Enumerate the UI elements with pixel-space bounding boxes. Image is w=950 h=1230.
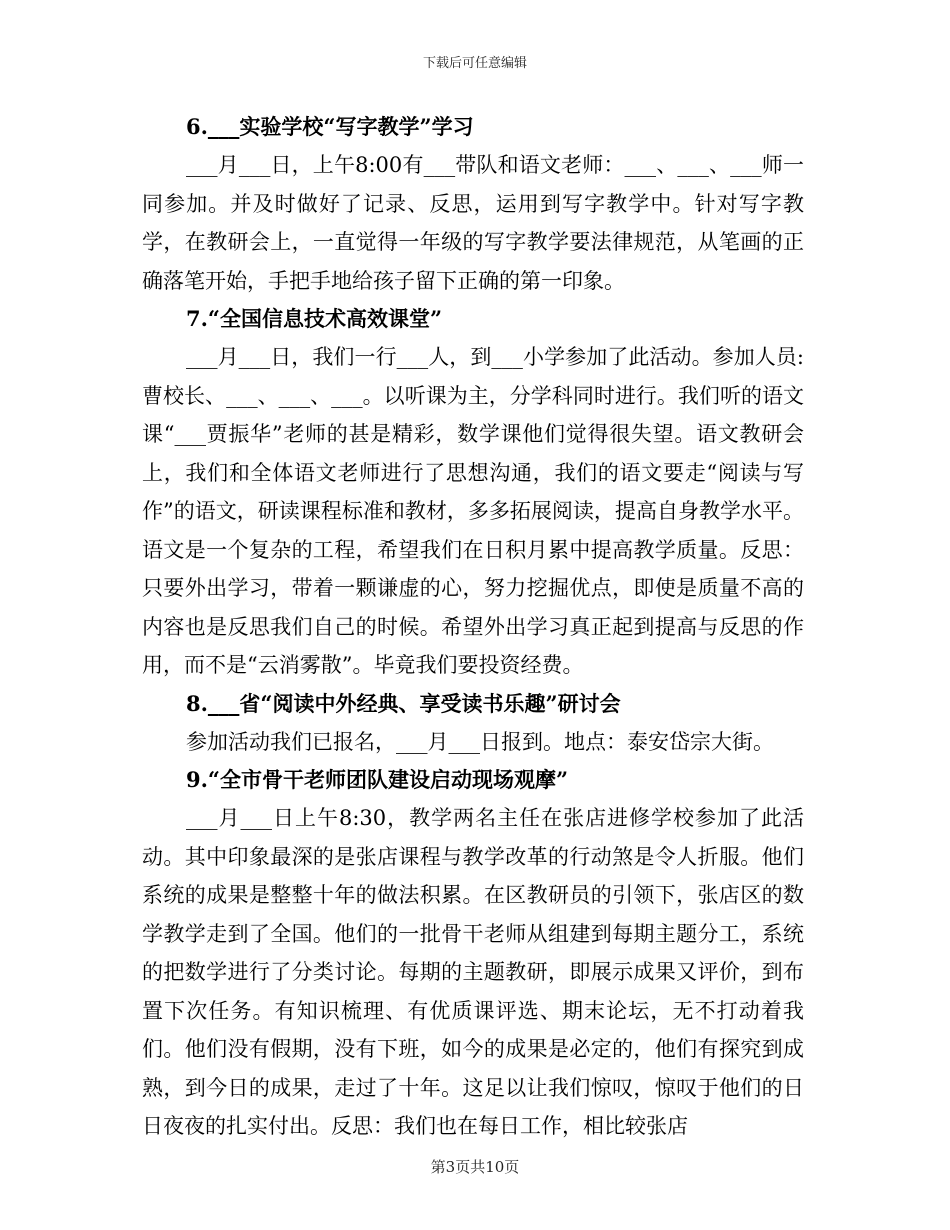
section-body-6: ___月___日，上午8:00有___带队和语文老师：___、___、___师一同参加。并及时做好了记录、反思，运用到写字教学中。针对写字教学，在教研会上，一直觉得一年级的写字教学要法律规范，从笔画的正确落笔开始，手把手地给孩子留下正确的第一印象。 (142, 153, 804, 293)
page-footer: 第3页共10页 (430, 1158, 520, 1176)
section-heading-7: 7.“全国信息技术高效课堂” (186, 306, 443, 331)
section-heading-8: 8.___省“阅读中外经典、享受读书乐趣”研讨会 (186, 690, 621, 716)
document-body (142, 108, 804, 1146)
section-body-7: ___月___日，我们一行___人，到___小学参加了此活动。参加人员:曹校长、___、___、___。以听课为主，分学科同时进行。我们听的语文课“___贾振华”老师的甚是精彩，数学课他们觉得很失望。语文教研会上，我们和全体语文老师进行了思想沟通，我们的语文要走“阅读与写作”的语文，研读课程标准和教材，多多拓展阅读，提高自身教学水平。语文是一个复杂的工程，希望我们在日积月累中提高教学质量。反思：只要外出学习，带着一颗谦虚的心，努力挖掘优点，即使是质量不高的内容也是反思我们自己的时候。希望外出学习真正起到提高与反思的作用，而不是“云消雾散”。毕竟我们要投资经费。 (142, 345, 804, 677)
section-body-8: 参加活动我们已报名，___月___日报到。地点：泰安岱宗大街。 (186, 729, 774, 754)
section-heading-9: 9.“全市骨干老师团队建设启动现场观摩” (186, 767, 569, 792)
section-body-9: ___月___日上午8:30，教学两名主任在张店进修学校参加了此活动。其中印象最深的是张店课程与教学改革的行动煞是令人折服。他们系统的成果是整整十年的做法积累。在区教研员的引领下，张店区的数学教学走到了全国。他们的一批骨干老师从组建到每期主题分工，系统的把数学进行了分类讨论。每期的主题教研，即展示成果又评价，到布置下次任务。有知识梳理、有优质课评选、期末论坛，无不打动着我们。他们没有假期，没有下班，如今的成果是必定的，他们有探究到成熟，到今日的成果，走过了十年。这足以让我们惊叹，惊叹于他们的日日夜夜的扎实付出。反思：我们也在每日工作，相比较张店 (142, 806, 804, 1138)
section-heading-6: 6.___实验学校“写字教学”学习 (186, 114, 474, 139)
page-header: 下载后可任意编辑 (422, 56, 527, 71)
